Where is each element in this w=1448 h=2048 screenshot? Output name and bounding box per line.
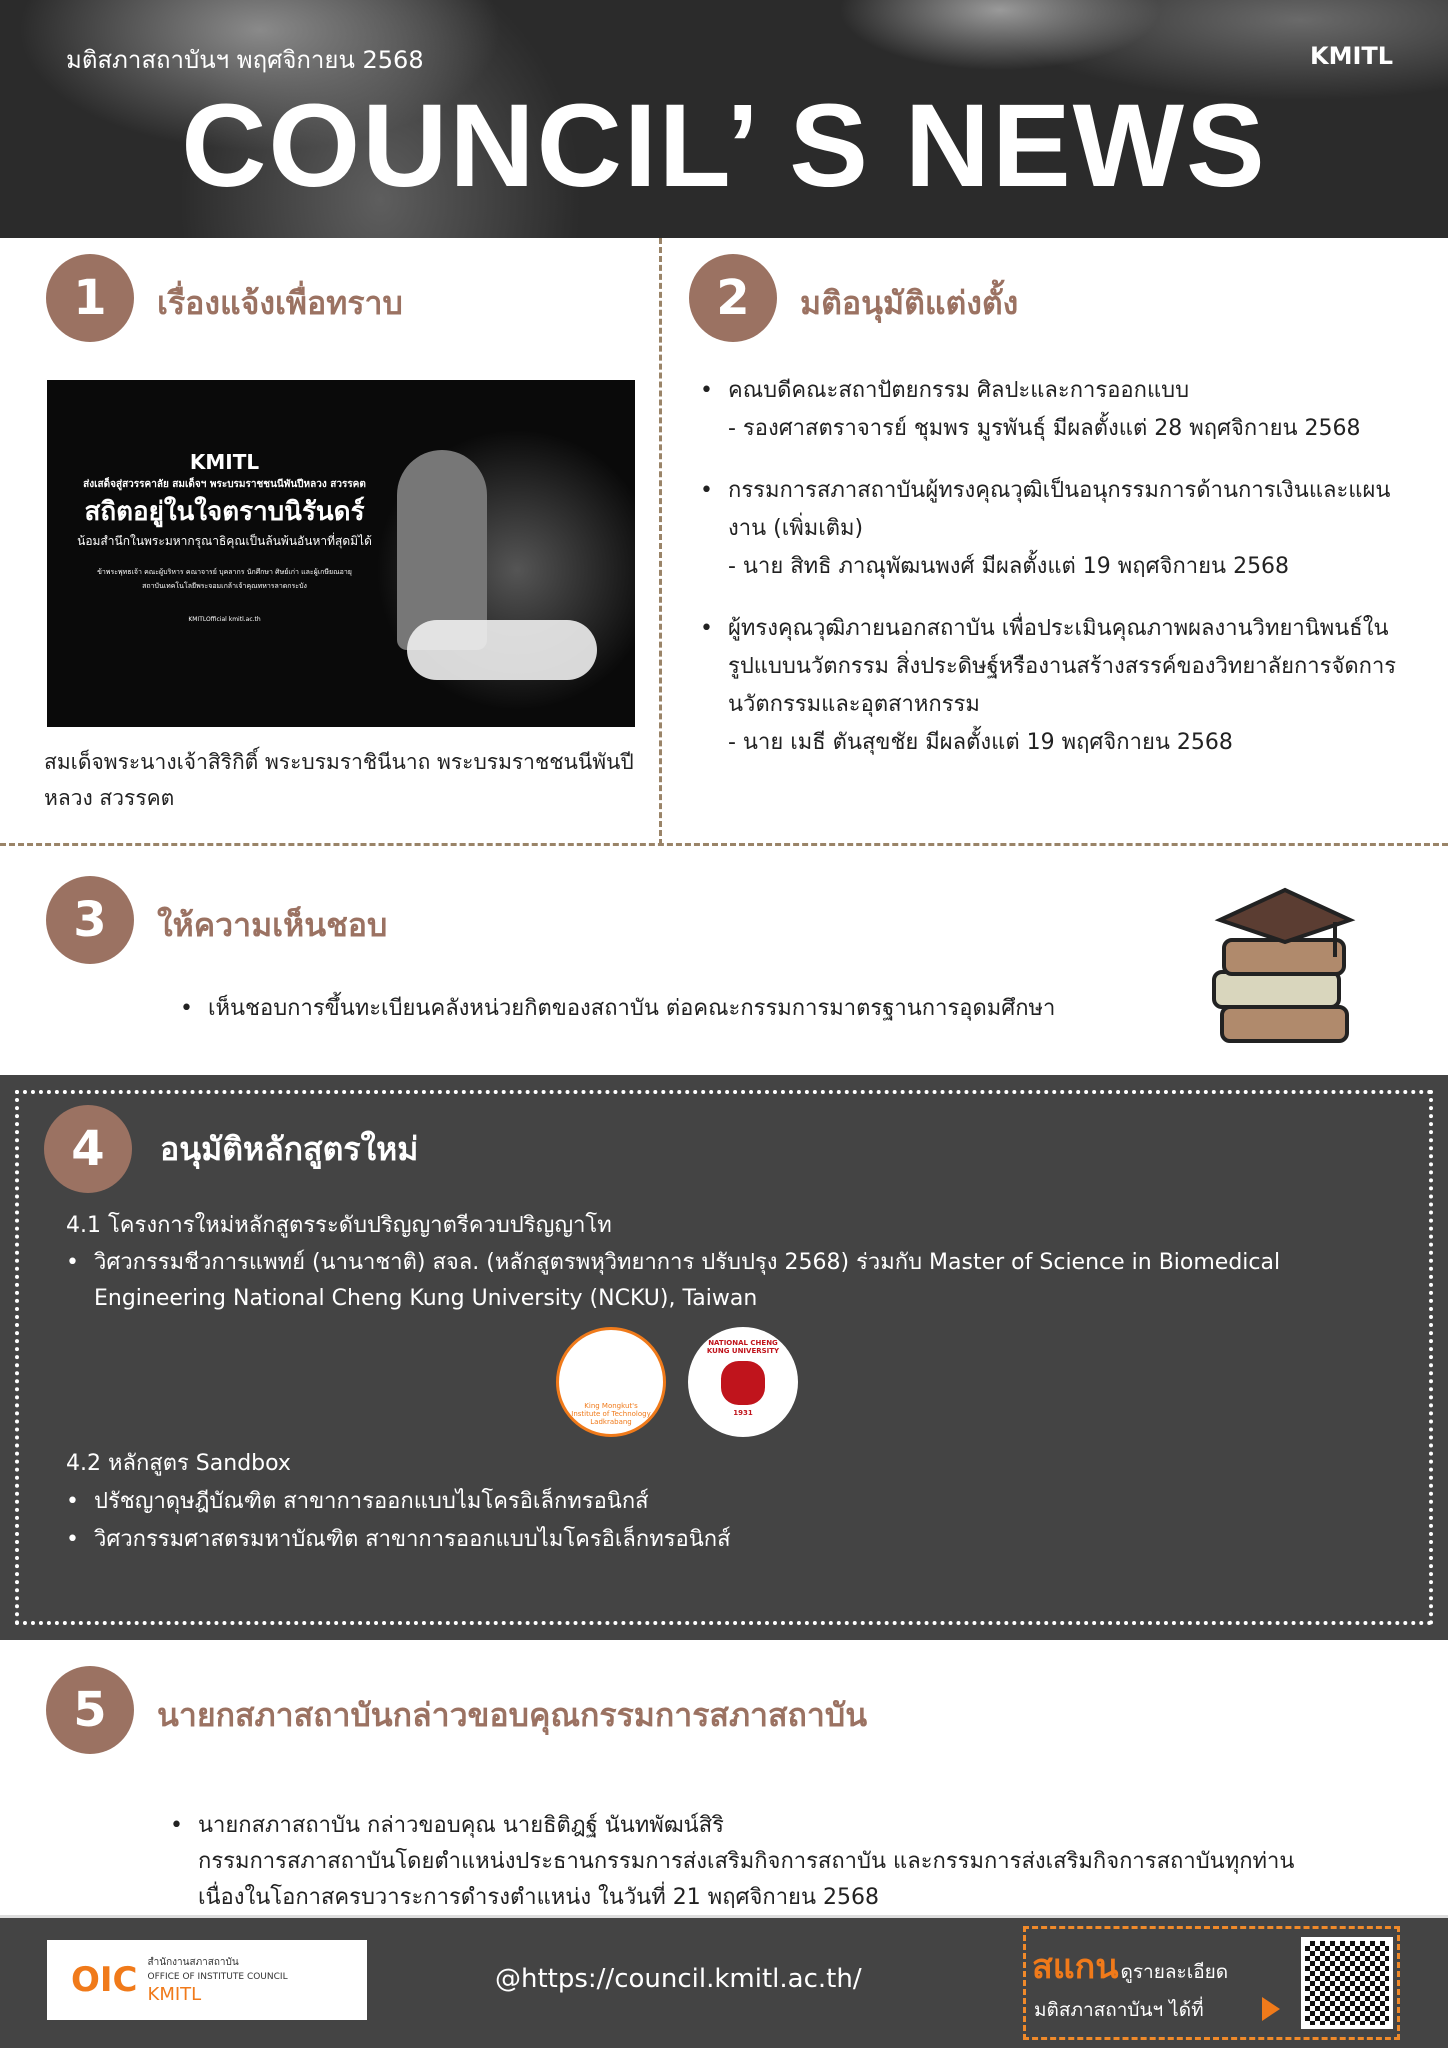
footer bbox=[0, 1915, 1448, 2048]
section-number-badge: 2 bbox=[689, 254, 777, 342]
image-text: น้อมสำนึกในพระมหากรุณาธิคุณเป็นล้นพ้นอันหาที่สุดมิได้ bbox=[77, 534, 372, 548]
list-item: • เห็นชอบการขึ้นทะเบียนคลังหน่วยกิตของสถาบัน ต่อคณะกรรมการมาตรฐานการอุดมศึกษา bbox=[180, 990, 1190, 1028]
image-text: ข้าพระพุทธเจ้า คณะผู้บริหาร คณาจารย์ บุคลากร นักศึกษา ศิษย์เก่า และผู้เกษียณอายุ bbox=[97, 568, 352, 576]
subsection-heading: 4.2 หลักสูตร Sandbox bbox=[66, 1451, 291, 1476]
list-item: • คณบดีคณะสถาปัตยกรรม ศิลปะและการออกแบบ - รองศาสตราจารย์ ชุมพร มูรพันธุ์ มีผลตั้งแต่ 28 พฤศจิกายน 2568 bbox=[700, 372, 1430, 448]
header-subtitle: มติสภาสถาบันฯ พฤศจิกายน 2568 bbox=[66, 46, 424, 74]
image-text: ส่งเสด็จสู่สวรรคาลัย สมเด็จฯ พระบรมราชชนนีพันปีหลวง สวรรคต bbox=[83, 479, 366, 490]
divider-vertical bbox=[659, 238, 662, 845]
flowers-shape bbox=[407, 620, 597, 680]
website-link[interactable]: @https://council.kmitl.ac.th/ bbox=[495, 1964, 862, 1994]
appointment-list bbox=[700, 372, 1430, 762]
list-item: • วิศวกรรมชีวการแพทย์ (นานาชาติ) สจล. (หลักสูตรพหุวิทยาการ ปรับปรุง 2568) ร่วมกับ Master of Science in Biomedical Engineering National Cheng Kung University (NCKU), Taiwan bbox=[66, 1245, 1408, 1317]
page-title: COUNCIL’ S NEWS bbox=[181, 80, 1267, 212]
scan-line-1 bbox=[1032, 1939, 1228, 1993]
image-text: สถิตอยู่ในใจตราบนิรันดร์ bbox=[84, 497, 365, 527]
image-text: สถาบันเทคโนโลยีพระจอมเกล้าเจ้าคุณทหารลาดกระบัง bbox=[142, 582, 307, 590]
list-item: • วิศวกรรมศาสตรมหาบัณฑิต สาขาการออกแบบไมโครอิเล็กทรอนิกส์ bbox=[66, 1521, 1408, 1559]
header-org: KMITL bbox=[1310, 42, 1394, 70]
section-number-badge: 1 bbox=[46, 254, 134, 342]
scan-line-2: มติสภาสถาบันฯ ได้ที่ bbox=[1034, 1999, 1204, 2021]
oic-mark: OIC bbox=[71, 1960, 138, 2000]
image-text-block bbox=[57, 450, 392, 624]
section-number-badge: 3 bbox=[46, 876, 134, 964]
subsection-heading: 4.1 โครงการใหม่หลักสูตรระดับปริญญาตรีควบปริญญาโท bbox=[66, 1213, 612, 1238]
image-caption: สมเด็จพระนางเจ้าสิริกิติ์ พระบรมราชินีนาถ พระบรมราชชนนีพันปีหลวง สวรรคต bbox=[44, 750, 634, 810]
qr-code[interactable] bbox=[1301, 1937, 1393, 2029]
kmitl-seal-logo: King Mongkut's Institute of Technology Ladkrabang bbox=[556, 1327, 666, 1437]
section-title: เรื่องแจ้งเพื่อทราบ bbox=[157, 284, 403, 322]
header-banner bbox=[0, 0, 1448, 238]
section-4-list bbox=[44, 1207, 1408, 1559]
scan-qr-box bbox=[1023, 1926, 1400, 2040]
oic-logo bbox=[47, 1940, 367, 2020]
divider-horizontal bbox=[0, 843, 1448, 846]
oic-logo-text: สำนักงานสภาสถาบัน OFFICE OF INSTITUTE COUNCIL KMITL bbox=[147, 1957, 288, 2005]
section-number-badge: 5 bbox=[46, 1666, 134, 1754]
section-title: อนุมัติหลักสูตรใหม่ bbox=[160, 1129, 419, 1168]
memorial-image bbox=[47, 380, 635, 727]
scan-detail: ดูรายละเอียด bbox=[1120, 1961, 1229, 1983]
image-logo: KMITL bbox=[189, 450, 260, 474]
section-4-content bbox=[44, 1105, 1408, 1559]
section-title: มติอนุมัติแต่งตั้ง bbox=[800, 284, 1019, 322]
ncku-logo: NATIONAL CHENG KUNG UNIVERSITY 1931 bbox=[688, 1327, 798, 1437]
section-title: ให้ความเห็นชอบ bbox=[157, 906, 388, 944]
image-text: KMITLOfficial kmitl.ac.th bbox=[188, 616, 261, 623]
list-item: • ผู้ทรงคุณวุฒิภายนอกสถาบัน เพื่อประเมินคุณภาพผลงานวิทยานิพนธ์ในรูปแบบนวัตกรรม สิ่งประดิษฐ์หรืองานสร้างสรรค์ของวิทยาลัยการจัดการนวัตกรรมและอุตสาหกรรม - นาย เมธี ตันสุขชัย มีผลตั้งแต่ 19 พฤศจิกายน 2568 bbox=[700, 610, 1410, 762]
scan-label: สแกน bbox=[1032, 1947, 1119, 1987]
section-number-badge: 4 bbox=[44, 1105, 132, 1193]
books-graduation-cap-icon bbox=[1210, 882, 1360, 1047]
section-new-curriculum bbox=[0, 1075, 1448, 1640]
list-item: • ปรัชญาดุษฎีบัณฑิต สาขาการออกแบบไมโครอิเล็กทรอนิกส์ bbox=[66, 1483, 1408, 1521]
arrow-right-icon bbox=[1262, 1997, 1280, 2021]
partner-logos bbox=[66, 1327, 1408, 1437]
section-title: นายกสภาสถาบันกล่าวขอบคุณกรรมการสภาสถาบัน bbox=[157, 1696, 868, 1734]
list-item: • นายกสภาสถาบัน กล่าวขอบคุณ นายธิติฎฐ์ นันทพัฒน์สิริ กรรมการสภาสถาบันโดยตำแหน่งประธานกรรมการส่งเสริมกิจการสถาบัน และกรรมการส่งเสริมกิจการสถาบันทุกท่าน เนื่องในโอกาสครบวาระการดำรงตำแหน่ง ในวันที่ 21 พฤศจิกายน 2568 bbox=[170, 1808, 1420, 1916]
list-item: • กรรมการสภาสถาบันผู้ทรงคุณวุฒิเป็นอนุกรรมการด้านการเงินและแผนงาน (เพิ่มเติม) - นาย สิทธิ ภาณุพัฒนพงศ์ มีผลตั้งแต่ 19 พฤศจิกายน 2568 bbox=[700, 472, 1400, 586]
section-header bbox=[44, 1105, 1408, 1193]
